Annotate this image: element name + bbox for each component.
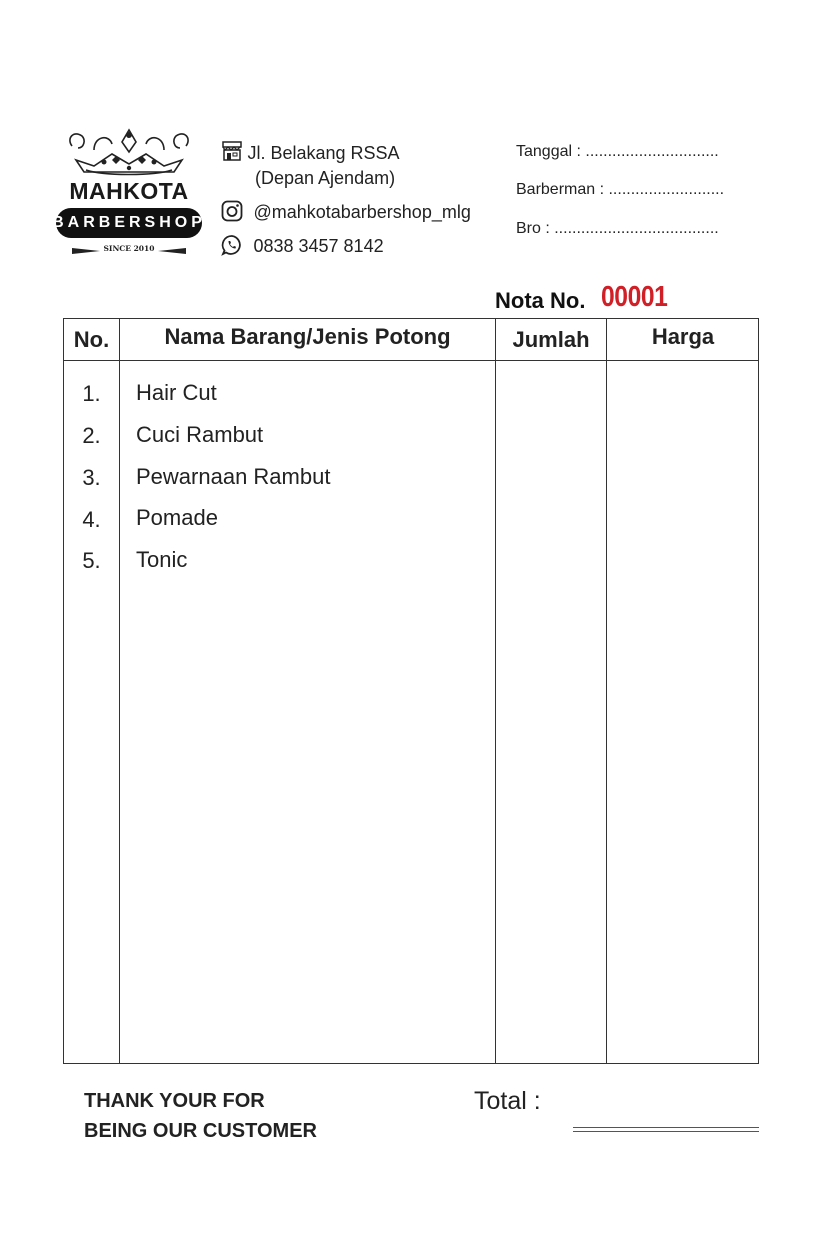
row-number: 2. [82,423,101,448]
address-line2: (Depan Ajendam) [255,168,396,188]
header-harga: Harga [651,324,715,349]
brand-since: SINCE 2010 [103,244,155,253]
instagram-icon [221,200,243,222]
header-nama-barang: Nama Barang/Jenis Potong [164,324,451,349]
barberman-field: Barberman : .......................... [516,181,725,198]
row-item-name: Pomade [136,505,218,530]
row-item-name: Hair Cut [136,380,217,405]
instagram-handle: @mahkotabarbershop_mlg [253,202,471,222]
address-row [221,141,400,164]
header-jumlah: Jumlah [512,327,590,352]
crown-icon [64,126,194,180]
thank-you-message [84,1086,317,1146]
brand-name: MAHKOTA [69,178,189,204]
whatsapp-icon [221,234,243,256]
total-underline [573,1127,759,1132]
thank-you-line1: THANK YOUR FOR [84,1090,265,1112]
bro-field: Bro : ..................................... [516,220,719,237]
items-table [63,318,759,1064]
tanggal-field: Tanggal : .............................. [516,143,719,160]
store-icon [221,141,243,161]
row-number: 1. [82,381,101,406]
nota-label: Nota No. [495,288,586,313]
instagram-row [221,200,471,223]
thank-you-line2: BEING OUR CUSTOMER [84,1120,317,1142]
row-item-name: Tonic [136,547,188,572]
header-divider [64,360,758,361]
brand-sub-banner [52,208,206,238]
column-divider [606,319,607,1063]
total-label: Total : [474,1087,541,1115]
row-item-name: Pewarnaan Rambut [136,464,331,489]
column-divider [495,319,496,1063]
nota-number: 00001 [601,281,668,313]
header-no: No. [73,327,110,352]
row-item-name: Cuci Rambut [136,422,264,447]
row-number: 3. [82,465,101,490]
whatsapp-number: 0838 3457 8142 [253,236,384,256]
row-number: 5. [82,548,101,573]
address-line1: Jl. Belakang RSSA [247,143,400,163]
column-divider [119,319,120,1063]
brand-sub: BARBERSHOP [52,214,206,231]
whatsapp-row [221,234,384,257]
brand-logo [54,126,204,262]
row-number: 4. [82,507,101,532]
